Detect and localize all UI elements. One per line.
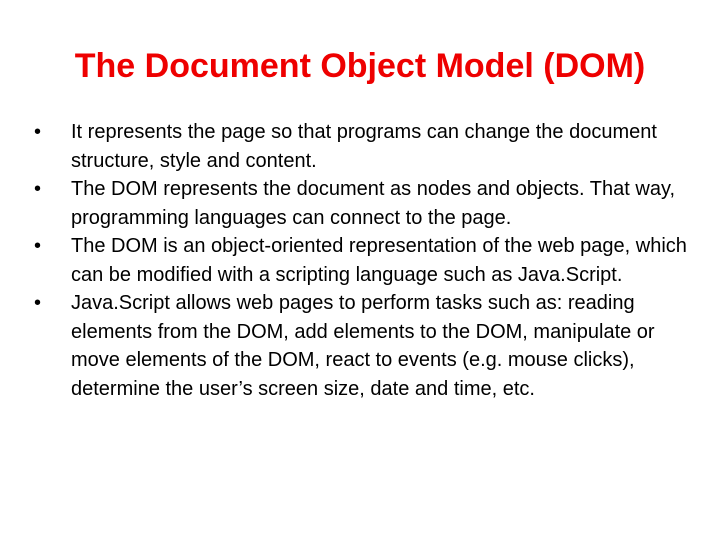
- bullet-text: The DOM is an object-oriented representation of the web page, which can be modified with a scripting language such as Java.Script.: [71, 235, 687, 286]
- bullet-icon: •: [34, 121, 42, 143]
- bullet-item: [34, 232, 694, 289]
- bullet-item: [34, 118, 694, 175]
- bullet-icon: •: [34, 292, 42, 314]
- bullet-icon: •: [34, 235, 42, 257]
- bullet-text: Java.Script allows web pages to perform tasks such as: reading elements from the DOM, add elements to the DOM, manipulate or move elements of the DOM, react to events (e.g. mouse clicks), determine the user’s screen size, date and time, etc.: [71, 292, 655, 400]
- bullet-list: [34, 118, 694, 403]
- slide-title: The Document Object Model (DOM): [74, 47, 646, 85]
- bullet-text: The DOM represents the document as nodes and objects. That way, programming languages can connect to the page.: [71, 178, 676, 229]
- bullet-item: [34, 289, 694, 403]
- bullet-item: [34, 175, 694, 232]
- bullet-text: It represents the page so that programs can change the document structure, style and content.: [71, 121, 657, 172]
- bullet-icon: •: [34, 178, 42, 200]
